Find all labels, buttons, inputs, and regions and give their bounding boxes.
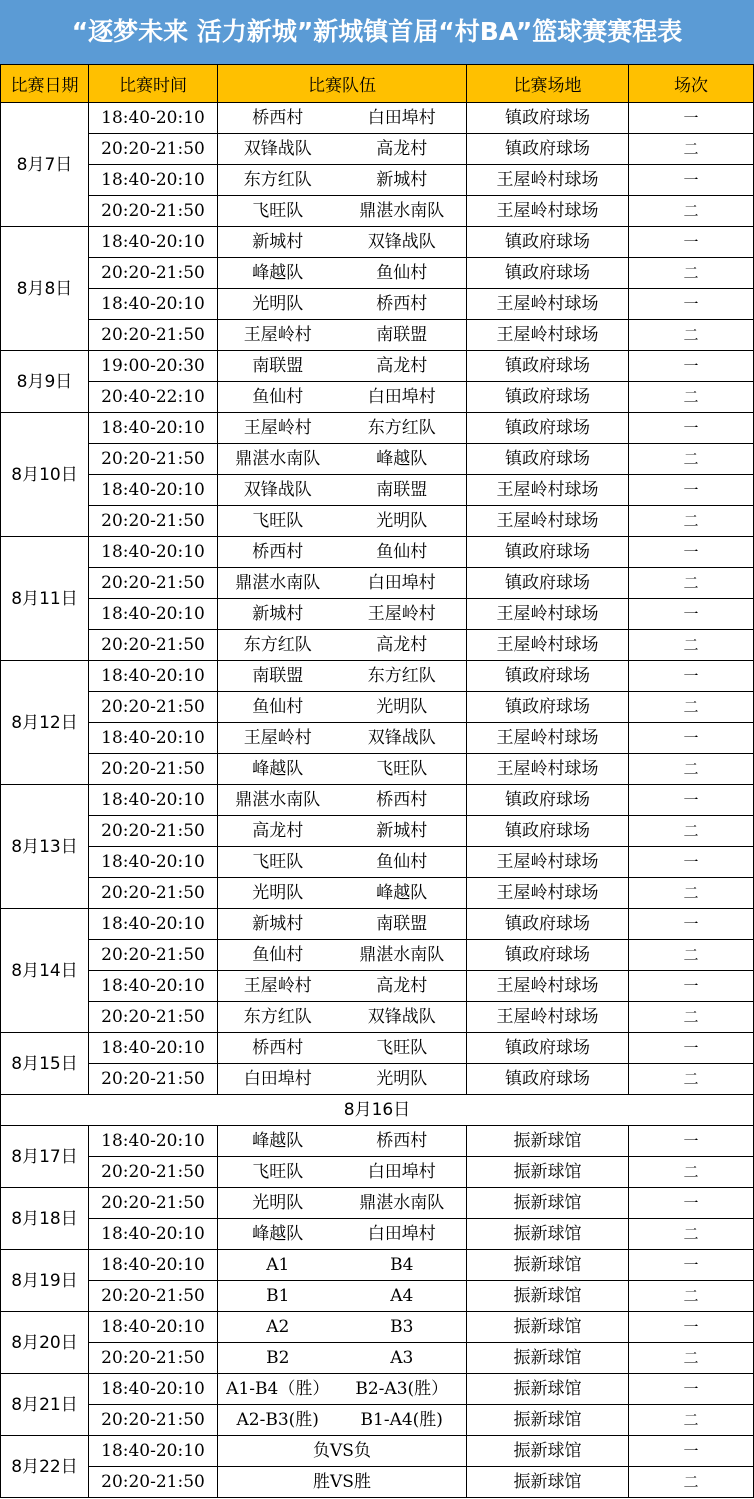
venue-cell: 镇政府球场	[467, 568, 629, 599]
team-a-cell: 王屋岭村	[218, 723, 338, 754]
team-b-cell: B3	[338, 1312, 467, 1343]
table-row	[1, 1374, 754, 1405]
team-a-cell: 鼎湛水南队	[218, 444, 338, 475]
time-cell: 20:20-21:50	[89, 692, 218, 723]
time-cell: 20:20-21:50	[89, 196, 218, 227]
order-cell: 二	[629, 1405, 754, 1436]
team-a-cell: 桥西村	[218, 1033, 338, 1064]
team-b-cell: 光明队	[338, 506, 467, 537]
time-cell: 20:40-22:10	[89, 382, 218, 413]
time-cell: 18:40-20:10	[89, 599, 218, 630]
team-b-cell: 桥西村	[338, 1126, 467, 1157]
team-a-cell: 峰越队	[218, 258, 338, 289]
header-order: 场次	[629, 65, 754, 103]
order-cell: 一	[629, 351, 754, 382]
venue-cell: 王屋岭村球场	[467, 630, 629, 661]
team-b-cell: 桥西村	[338, 785, 467, 816]
time-cell: 18:40-20:10	[89, 1219, 218, 1250]
team-b-cell: 南联盟	[338, 320, 467, 351]
venue-cell: 镇政府球场	[467, 1033, 629, 1064]
order-cell: 二	[629, 1064, 754, 1095]
order-cell: 二	[629, 1343, 754, 1374]
venue-cell: 镇政府球场	[467, 351, 629, 382]
table-row	[1, 134, 754, 165]
order-cell: 二	[629, 506, 754, 537]
table-row	[1, 1095, 754, 1126]
order-cell: 二	[629, 754, 754, 785]
date-cell: 8月19日	[1, 1250, 89, 1312]
date-cell: 8月9日	[1, 351, 89, 413]
table-row	[1, 971, 754, 1002]
team-a-cell: 光明队	[218, 289, 338, 320]
team-a-cell: 东方红队	[218, 630, 338, 661]
team-a-cell: 桥西村	[218, 103, 338, 134]
time-cell: 20:20-21:50	[89, 1064, 218, 1095]
team-a-cell: 白田埠村	[218, 1064, 338, 1095]
team-a-cell: 飞旺队	[218, 1157, 338, 1188]
schedule-table	[0, 64, 754, 1498]
venue-cell: 王屋岭村球场	[467, 754, 629, 785]
team-b-cell: 新城村	[338, 816, 467, 847]
date-cell: 8月22日	[1, 1436, 89, 1498]
team-a-cell: 峰越队	[218, 1126, 338, 1157]
team-b-cell: 双锋战队	[338, 1002, 467, 1033]
table-row	[1, 1219, 754, 1250]
order-cell: 二	[629, 692, 754, 723]
header-teams: 比赛队伍	[218, 65, 467, 103]
team-a-cell: 飞旺队	[218, 196, 338, 227]
time-cell: 20:20-21:50	[89, 1157, 218, 1188]
venue-cell: 镇政府球场	[467, 661, 629, 692]
team-a-cell: A1-B4（胜）	[218, 1374, 338, 1405]
time-cell: 18:40-20:10	[89, 661, 218, 692]
order-cell: 二	[629, 320, 754, 351]
time-cell: 20:20-21:50	[89, 1467, 218, 1498]
order-cell: 二	[629, 1281, 754, 1312]
venue-cell: 王屋岭村球场	[467, 847, 629, 878]
team-a-cell: 王屋岭村	[218, 320, 338, 351]
order-cell: 二	[629, 630, 754, 661]
table-row	[1, 537, 754, 568]
time-cell: 18:40-20:10	[89, 971, 218, 1002]
venue-cell: 镇政府球场	[467, 1064, 629, 1095]
table-row	[1, 1033, 754, 1064]
team-a-cell: 鱼仙村	[218, 692, 338, 723]
time-cell: 18:40-20:10	[89, 847, 218, 878]
order-cell: 一	[629, 723, 754, 754]
time-cell: 18:40-20:10	[89, 1436, 218, 1467]
team-a-cell: 东方红队	[218, 165, 338, 196]
table-row	[1, 1157, 754, 1188]
team-b-cell: B2-A3(胜）	[338, 1374, 467, 1405]
order-cell: 一	[629, 537, 754, 568]
time-cell: 18:40-20:10	[89, 909, 218, 940]
table-row	[1, 1002, 754, 1033]
venue-cell: 振新球馆	[467, 1405, 629, 1436]
table-row	[1, 165, 754, 196]
table-row	[1, 444, 754, 475]
venue-cell: 王屋岭村球场	[467, 320, 629, 351]
team-b-cell: 白田埠村	[338, 103, 467, 134]
team-a-cell: 光明队	[218, 878, 338, 909]
time-cell: 20:20-21:50	[89, 134, 218, 165]
team-b-cell: 高龙村	[338, 630, 467, 661]
order-cell: 二	[629, 878, 754, 909]
venue-cell: 镇政府球场	[467, 227, 629, 258]
table-row	[1, 1281, 754, 1312]
venue-cell: 振新球馆	[467, 1157, 629, 1188]
team-a-cell: 南联盟	[218, 661, 338, 692]
table-row	[1, 940, 754, 971]
venue-cell: 振新球馆	[467, 1219, 629, 1250]
team-a-cell: 光明队	[218, 1188, 338, 1219]
time-cell: 20:20-21:50	[89, 568, 218, 599]
team-b-cell: 飞旺队	[338, 754, 467, 785]
table-row	[1, 196, 754, 227]
team-a-cell: A1	[218, 1250, 338, 1281]
venue-cell: 振新球馆	[467, 1281, 629, 1312]
order-cell: 一	[629, 1188, 754, 1219]
team-b-cell: 双锋战队	[338, 227, 467, 258]
team-a-cell: 飞旺队	[218, 847, 338, 878]
team-a-cell: A2-B3(胜)	[218, 1405, 338, 1436]
order-cell: 一	[629, 165, 754, 196]
order-cell: 一	[629, 1374, 754, 1405]
team-b-cell: 鱼仙村	[338, 537, 467, 568]
team-a-cell: 鼎湛水南队	[218, 785, 338, 816]
team-b-cell: 白田埠村	[338, 568, 467, 599]
team-a-cell: 新城村	[218, 599, 338, 630]
table-row	[1, 227, 754, 258]
order-cell: 一	[629, 1436, 754, 1467]
team-b-cell: 新城村	[338, 165, 467, 196]
table-row	[1, 754, 754, 785]
date-cell: 8月15日	[1, 1033, 89, 1095]
table-row	[1, 909, 754, 940]
team-b-cell: 光明队	[338, 692, 467, 723]
table-row	[1, 661, 754, 692]
table-row	[1, 1250, 754, 1281]
table-row	[1, 103, 754, 134]
date-cell: 8月18日	[1, 1188, 89, 1250]
time-cell: 18:40-20:10	[89, 1374, 218, 1405]
order-cell: 一	[629, 599, 754, 630]
venue-cell: 镇政府球场	[467, 382, 629, 413]
time-cell: 20:20-21:50	[89, 878, 218, 909]
venue-cell: 振新球馆	[467, 1250, 629, 1281]
time-cell: 20:20-21:50	[89, 1405, 218, 1436]
order-cell: 二	[629, 940, 754, 971]
table-row	[1, 506, 754, 537]
order-cell: 二	[629, 196, 754, 227]
order-cell: 二	[629, 816, 754, 847]
team-a-cell: A2	[218, 1312, 338, 1343]
order-cell: 一	[629, 909, 754, 940]
team-b-cell: 峰越队	[338, 444, 467, 475]
time-cell: 18:40-20:10	[89, 1033, 218, 1064]
venue-cell: 镇政府球场	[467, 134, 629, 165]
venue-cell: 王屋岭村球场	[467, 506, 629, 537]
time-cell: 18:40-20:10	[89, 103, 218, 134]
time-cell: 20:20-21:50	[89, 940, 218, 971]
venue-cell: 镇政府球场	[467, 785, 629, 816]
venue-cell: 镇政府球场	[467, 444, 629, 475]
venue-cell: 振新球馆	[467, 1312, 629, 1343]
time-cell: 18:40-20:10	[89, 227, 218, 258]
team-a-cell: 桥西村	[218, 537, 338, 568]
team-b-cell: 光明队	[338, 1064, 467, 1095]
venue-cell: 王屋岭村球场	[467, 475, 629, 506]
table-row	[1, 258, 754, 289]
order-cell: 二	[629, 258, 754, 289]
date-cell: 8月21日	[1, 1374, 89, 1436]
team-a-cell: B2	[218, 1343, 338, 1374]
order-cell: 二	[629, 568, 754, 599]
venue-cell: 振新球馆	[467, 1467, 629, 1498]
team-a-cell: 南联盟	[218, 351, 338, 382]
team-b-cell: 鱼仙村	[338, 847, 467, 878]
header-venue: 比赛场地	[467, 65, 629, 103]
table-row	[1, 692, 754, 723]
order-cell: 一	[629, 847, 754, 878]
time-cell: 20:20-21:50	[89, 1188, 218, 1219]
date-cell: 8月14日	[1, 909, 89, 1033]
table-row	[1, 1064, 754, 1095]
table-row	[1, 289, 754, 320]
team-b-cell: A3	[338, 1343, 467, 1374]
page-title: “逐梦未来 活力新城”新城镇首届“村BA”篮球赛赛程表	[0, 0, 754, 64]
venue-cell: 镇政府球场	[467, 692, 629, 723]
time-cell: 20:20-21:50	[89, 630, 218, 661]
table-row	[1, 1312, 754, 1343]
team-a-cell: 东方红队	[218, 1002, 338, 1033]
order-cell: 二	[629, 1467, 754, 1498]
date-cell: 8月12日	[1, 661, 89, 785]
team-a-cell: 飞旺队	[218, 506, 338, 537]
venue-cell: 镇政府球场	[467, 103, 629, 134]
order-cell: 二	[629, 1219, 754, 1250]
time-cell: 18:40-20:10	[89, 785, 218, 816]
table-row	[1, 1405, 754, 1436]
team-b-cell: 鱼仙村	[338, 258, 467, 289]
team-a-cell: 双锋战队	[218, 475, 338, 506]
table-row	[1, 475, 754, 506]
time-cell: 20:20-21:50	[89, 754, 218, 785]
team-b-cell: 王屋岭村	[338, 599, 467, 630]
time-cell: 18:40-20:10	[89, 475, 218, 506]
time-cell: 19:00-20:30	[89, 351, 218, 382]
team-a-cell: 双锋战队	[218, 134, 338, 165]
date-cell: 8月10日	[1, 413, 89, 537]
team-b-cell: 南联盟	[338, 909, 467, 940]
team-a-cell: 峰越队	[218, 1219, 338, 1250]
time-cell: 20:20-21:50	[89, 1002, 218, 1033]
venue-cell: 振新球馆	[467, 1126, 629, 1157]
date-cell: 8月7日	[1, 103, 89, 227]
match-cell: 负VS负	[218, 1436, 467, 1467]
team-b-cell: 桥西村	[338, 289, 467, 320]
table-row	[1, 1436, 754, 1467]
time-cell: 20:20-21:50	[89, 506, 218, 537]
team-b-cell: 峰越队	[338, 878, 467, 909]
venue-cell: 振新球馆	[467, 1188, 629, 1219]
team-a-cell: 王屋岭村	[218, 413, 338, 444]
table-row	[1, 816, 754, 847]
header-row	[1, 65, 754, 103]
order-cell: 二	[629, 134, 754, 165]
time-cell: 18:40-20:10	[89, 723, 218, 754]
team-b-cell: 东方红队	[338, 413, 467, 444]
venue-cell: 振新球馆	[467, 1436, 629, 1467]
header-time: 比赛时间	[89, 65, 218, 103]
table-row	[1, 320, 754, 351]
team-a-cell: 鱼仙村	[218, 940, 338, 971]
team-a-cell: 鼎湛水南队	[218, 568, 338, 599]
venue-cell: 振新球馆	[467, 1374, 629, 1405]
order-cell: 二	[629, 444, 754, 475]
order-cell: 一	[629, 1033, 754, 1064]
time-cell: 20:20-21:50	[89, 1281, 218, 1312]
order-cell: 一	[629, 1250, 754, 1281]
table-row	[1, 351, 754, 382]
date-cell: 8月20日	[1, 1312, 89, 1374]
team-b-cell: 白田埠村	[338, 382, 467, 413]
table-row	[1, 878, 754, 909]
order-cell: 一	[629, 971, 754, 1002]
table-row	[1, 1126, 754, 1157]
team-b-cell: 白田埠村	[338, 1219, 467, 1250]
table-row	[1, 630, 754, 661]
order-cell: 二	[629, 1002, 754, 1033]
venue-cell: 镇政府球场	[467, 413, 629, 444]
time-cell: 20:20-21:50	[89, 444, 218, 475]
order-cell: 二	[629, 382, 754, 413]
team-a-cell: 高龙村	[218, 816, 338, 847]
team-b-cell: 飞旺队	[338, 1033, 467, 1064]
venue-cell: 王屋岭村球场	[467, 165, 629, 196]
date-cell: 8月16日	[1, 1095, 754, 1126]
team-b-cell: 高龙村	[338, 971, 467, 1002]
time-cell: 20:20-21:50	[89, 320, 218, 351]
team-b-cell: 高龙村	[338, 351, 467, 382]
order-cell: 一	[629, 661, 754, 692]
team-a-cell: 鱼仙村	[218, 382, 338, 413]
order-cell: 一	[629, 413, 754, 444]
team-b-cell: B4	[338, 1250, 467, 1281]
match-cell: 胜VS胜	[218, 1467, 467, 1498]
venue-cell: 镇政府球场	[467, 258, 629, 289]
date-cell: 8月11日	[1, 537, 89, 661]
team-a-cell: 新城村	[218, 227, 338, 258]
schedule-body	[1, 103, 754, 1498]
venue-cell: 王屋岭村球场	[467, 196, 629, 227]
table-row	[1, 723, 754, 754]
team-b-cell: A4	[338, 1281, 467, 1312]
table-row	[1, 382, 754, 413]
order-cell: 一	[629, 103, 754, 134]
venue-cell: 振新球馆	[467, 1343, 629, 1374]
date-cell: 8月17日	[1, 1126, 89, 1188]
order-cell: 一	[629, 475, 754, 506]
table-row	[1, 1343, 754, 1374]
order-cell: 二	[629, 1157, 754, 1188]
venue-cell: 镇政府球场	[467, 816, 629, 847]
team-b-cell: 东方红队	[338, 661, 467, 692]
team-a-cell: 王屋岭村	[218, 971, 338, 1002]
order-cell: 一	[629, 289, 754, 320]
time-cell: 18:40-20:10	[89, 1250, 218, 1281]
team-a-cell: 峰越队	[218, 754, 338, 785]
time-cell: 20:20-21:50	[89, 816, 218, 847]
date-cell: 8月8日	[1, 227, 89, 351]
time-cell: 18:40-20:10	[89, 1312, 218, 1343]
venue-cell: 王屋岭村球场	[467, 971, 629, 1002]
table-row	[1, 847, 754, 878]
table-row	[1, 785, 754, 816]
order-cell: 一	[629, 227, 754, 258]
time-cell: 20:20-21:50	[89, 1343, 218, 1374]
team-a-cell: 新城村	[218, 909, 338, 940]
table-row	[1, 413, 754, 444]
order-cell: 一	[629, 1312, 754, 1343]
table-row	[1, 1467, 754, 1498]
venue-cell: 镇政府球场	[467, 909, 629, 940]
time-cell: 18:40-20:10	[89, 289, 218, 320]
venue-cell: 王屋岭村球场	[467, 1002, 629, 1033]
team-a-cell: B1	[218, 1281, 338, 1312]
table-row	[1, 1188, 754, 1219]
table-row	[1, 599, 754, 630]
time-cell: 18:40-20:10	[89, 165, 218, 196]
venue-cell: 王屋岭村球场	[467, 723, 629, 754]
team-b-cell: 鼎湛水南队	[338, 940, 467, 971]
time-cell: 18:40-20:10	[89, 413, 218, 444]
venue-cell: 镇政府球场	[467, 537, 629, 568]
team-b-cell: 鼎湛水南队	[338, 1188, 467, 1219]
order-cell: 一	[629, 1126, 754, 1157]
venue-cell: 王屋岭村球场	[467, 289, 629, 320]
time-cell: 20:20-21:50	[89, 258, 218, 289]
team-b-cell: 南联盟	[338, 475, 467, 506]
date-cell: 8月13日	[1, 785, 89, 909]
team-b-cell: B1-A4(胜)	[338, 1405, 467, 1436]
order-cell: 一	[629, 785, 754, 816]
venue-cell: 王屋岭村球场	[467, 599, 629, 630]
team-b-cell: 高龙村	[338, 134, 467, 165]
header-date: 比赛日期	[1, 65, 89, 103]
team-b-cell: 鼎湛水南队	[338, 196, 467, 227]
team-b-cell: 双锋战队	[338, 723, 467, 754]
venue-cell: 镇政府球场	[467, 940, 629, 971]
time-cell: 18:40-20:10	[89, 1126, 218, 1157]
time-cell: 18:40-20:10	[89, 537, 218, 568]
venue-cell: 王屋岭村球场	[467, 878, 629, 909]
team-b-cell: 白田埠村	[338, 1157, 467, 1188]
table-row	[1, 568, 754, 599]
